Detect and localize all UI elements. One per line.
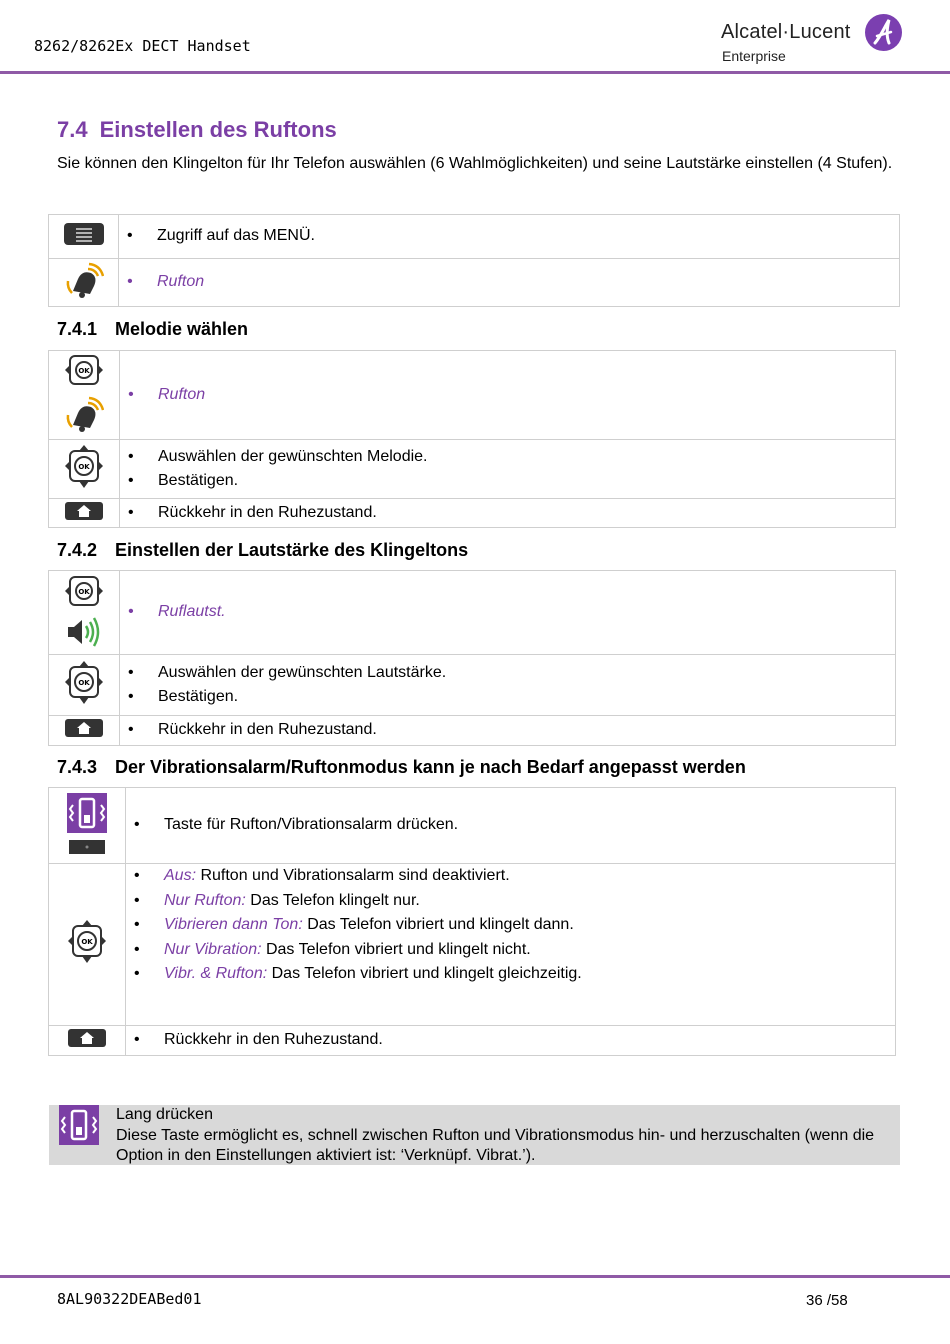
list-item: • Auswählen der gewünschten Lautstärke. [158, 661, 895, 686]
table-row [49, 864, 896, 1026]
table-row [49, 571, 896, 655]
brand-logo-mark [865, 14, 902, 51]
navigator-cell [49, 440, 120, 499]
list-item: • Ruflautst. [158, 600, 895, 625]
note-box [49, 1105, 900, 1165]
section-title: Einstellen des Ruftons [99, 117, 337, 142]
steps-table-melody [48, 350, 896, 528]
steps-table-vibration [48, 787, 896, 1056]
section-intro: Sie können den Klingelton für Ihr Telefon auswählen (6 Wahlmöglichkeiten) und seine Lautstärke einstellen (4 Stufen). [57, 155, 893, 172]
bell-icon [64, 261, 104, 304]
navigator-updown-icon [64, 660, 104, 711]
list-item [164, 913, 895, 938]
navigator-ok-icon [64, 573, 104, 616]
vibration-key-icon [67, 793, 107, 838]
svg-text:OK: OK [78, 587, 90, 596]
ringtone-cell [49, 259, 119, 307]
home-key-cell [49, 716, 120, 746]
page-number: 36 /58 [806, 1292, 848, 1309]
home-key-icon [64, 501, 104, 526]
menu-key-icon [63, 222, 105, 251]
footer-rule [0, 1275, 950, 1278]
table-row [49, 1026, 896, 1056]
svg-text:OK: OK [78, 462, 90, 471]
table-row [49, 259, 900, 307]
table-row [49, 788, 896, 864]
table-row [49, 351, 896, 440]
navigator-ok-icon [64, 352, 104, 395]
svg-text:OK: OK [81, 938, 93, 946]
home-key-cell [49, 1026, 126, 1056]
subsection-number: 7.4.2 [57, 540, 98, 560]
subsection-heading [57, 319, 248, 340]
option-desc: Rufton und Vibrationsalarm sind deaktiviert. [196, 867, 510, 884]
table-row [49, 499, 896, 528]
menu-key-cell [49, 215, 119, 259]
table-row [49, 655, 896, 716]
speaker-volume-icon [64, 616, 104, 653]
list-item: • Auswählen der gewünschten Melodie. [158, 445, 895, 470]
option-name: Aus: [164, 867, 197, 884]
list-item [164, 864, 895, 889]
subsection-title: Einstellen der Lautstärke des Klingeltons [115, 540, 469, 560]
option-desc: Das Telefon vibriert und klingelt gleichzeitig. [267, 965, 582, 982]
subsection-heading [57, 757, 746, 778]
list-item: • Rückkehr in den Ruhezustand. [158, 718, 895, 743]
svg-text:OK: OK [78, 678, 90, 687]
subsection-heading [57, 540, 468, 561]
navigator-cell [49, 571, 120, 655]
option-desc: Das Telefon vibriert und klingelt nicht. [261, 940, 531, 958]
subsection-title: Der Vibrationsalarm/Ruftonmodus kann je nach Bedarf angepasst werden [115, 757, 746, 777]
table-row [49, 716, 896, 746]
option-desc: Das Telefon klingelt nur. [245, 891, 420, 909]
subsection-title: Melodie wählen [115, 319, 249, 339]
list-item: • Rückkehr in den Ruhezustand. [158, 501, 895, 526]
navigator-cell [49, 655, 120, 716]
steps-table-main [48, 214, 900, 307]
option-desc: Das Telefon vibriert und klingelt dann. [302, 916, 574, 933]
navigator-cell [49, 351, 120, 440]
brand-name: Alcatel·Lucent [721, 21, 851, 43]
list-item [164, 938, 895, 963]
bell-icon [64, 395, 104, 438]
svg-text:OK: OK [78, 367, 90, 375]
list-item [164, 962, 895, 987]
section-number: 7.4 [57, 117, 88, 142]
brand-subtitle: Enterprise [722, 48, 786, 64]
table-row [49, 215, 900, 259]
table-row [49, 440, 896, 499]
note-text [116, 1105, 896, 1167]
note-title: Lang drücken [116, 1106, 213, 1123]
steps-table-volume [48, 570, 896, 746]
header-rule [0, 71, 950, 74]
navigator-updown-icon [64, 444, 104, 495]
list-item: • Rufton [158, 383, 895, 408]
vibration-key-icon [59, 1105, 99, 1150]
brand-logo [721, 14, 906, 66]
subsection-number: 7.4.3 [57, 757, 98, 777]
navigator-cell [49, 864, 126, 1026]
side-key-icon [69, 838, 105, 859]
document-title: 8262/8262Ex DECT Handset [34, 37, 251, 55]
home-key-icon [67, 1028, 107, 1053]
vibration-key-cell [49, 788, 126, 864]
home-key-cell [49, 499, 120, 528]
list-item: • Taste für Rufton/Vibrationsalarm drücken. [164, 813, 895, 838]
list-item: • Rückkehr in den Ruhezustand. [164, 1028, 895, 1053]
list-item: • Rufton [157, 270, 899, 295]
list-item: • Bestätigen. [158, 685, 895, 710]
navigator-updown-icon [67, 919, 107, 970]
option-name: Nur Rufton: [164, 891, 246, 909]
home-key-icon [64, 718, 104, 743]
option-name: Vibr. & Rufton: [164, 965, 268, 982]
note-body: Diese Taste ermöglicht es, schnell zwischen Rufton und Vibrationsmodus hin- und herzuschalten (wenn die Option in den Einstellungen aktiviert ist: ‘Verknüpf. Vibrat.’). [116, 1126, 875, 1164]
option-name: Nur Vibration: [164, 940, 262, 958]
list-item [164, 889, 895, 914]
option-name: Vibrieren dann Ton: [164, 916, 303, 933]
list-item: • Zugriff auf das MENÜ. [157, 224, 899, 249]
list-item: • Bestätigen. [158, 469, 895, 494]
document-reference: 8AL90322DEABed01 [57, 1290, 202, 1308]
section-heading [57, 117, 337, 143]
subsection-number: 7.4.1 [57, 319, 98, 339]
